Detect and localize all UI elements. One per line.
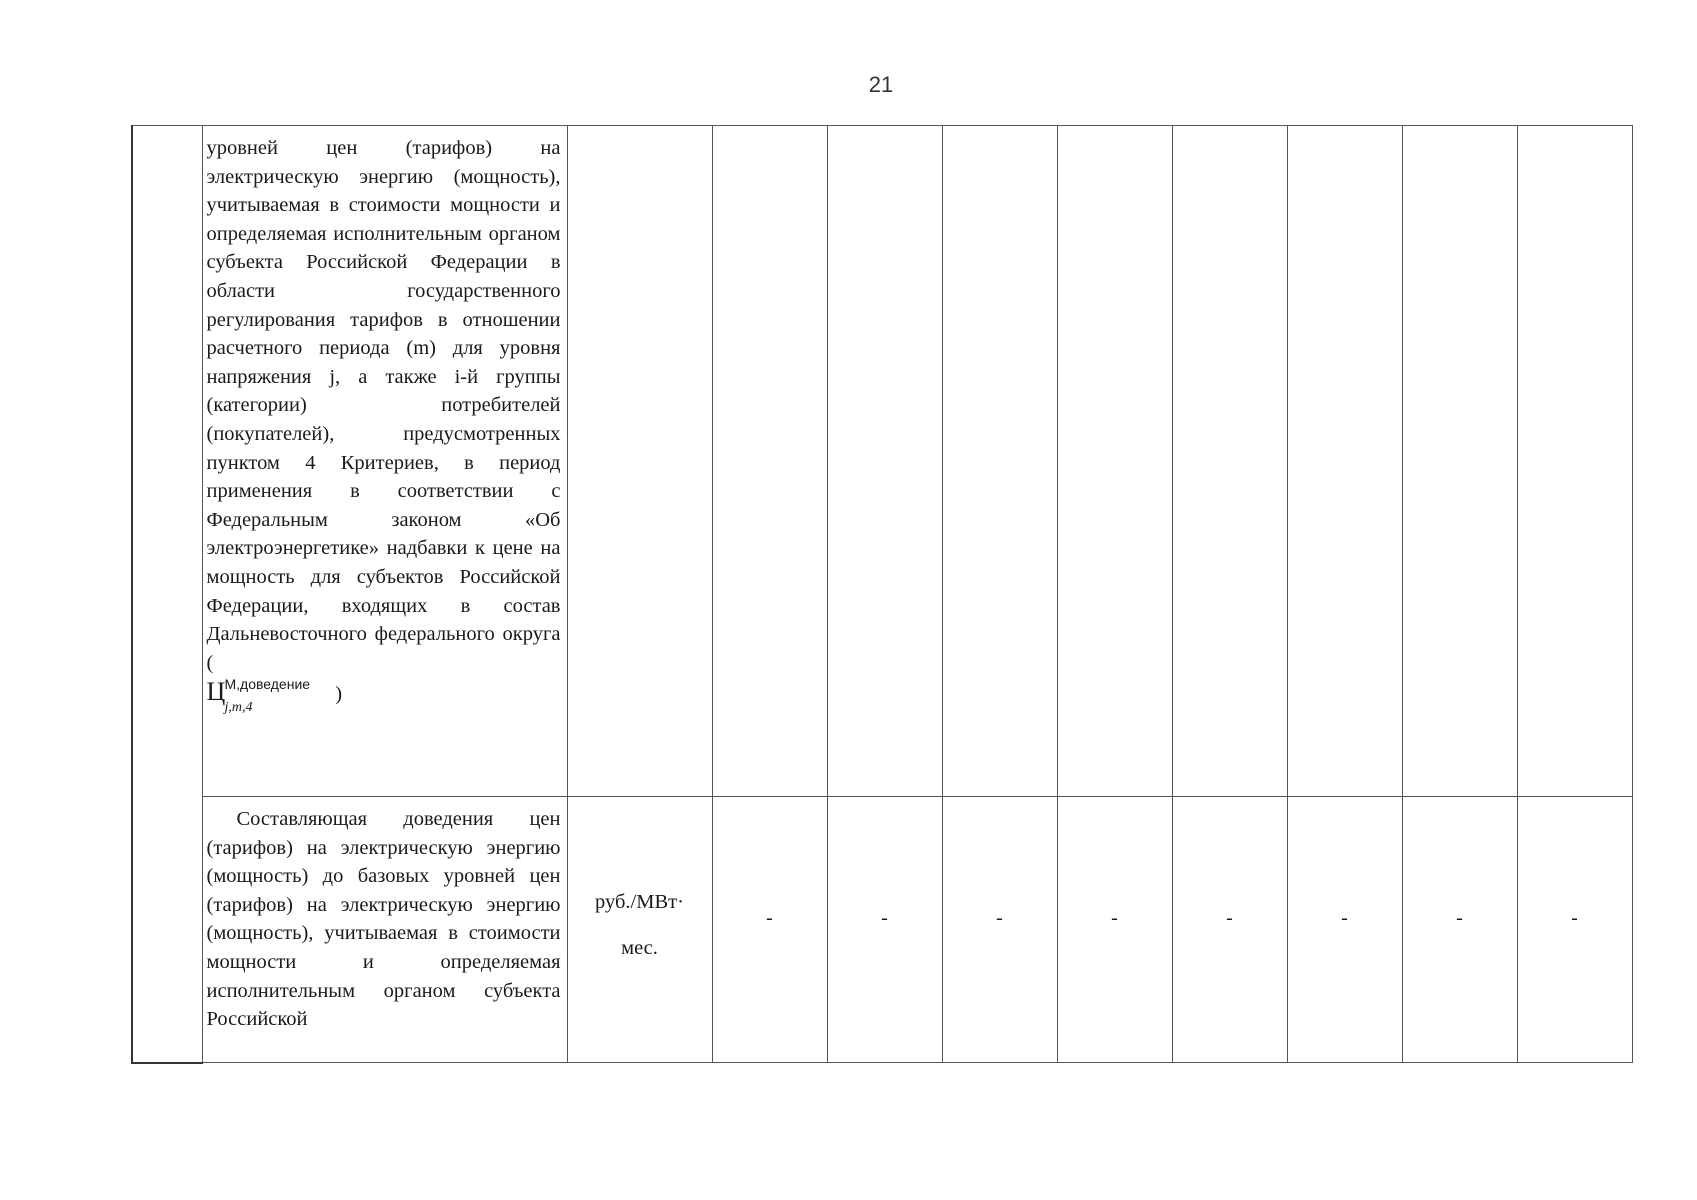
formula: Ц М,доведение j,m,4	[206, 676, 311, 716]
row-description: уровней цен (тарифов) на электрическую энергию (мощность), учитываемая в стоимости мощности и определяемая исполнительным органом субъекта Российской Федерации в области государственного регулирования тарифов в отношении расчетного периода (m) для уровня напряжения j, а также i-й группы (категории) потребителей (покупателей), предусмотренных пунктом 4 Критериев, в период применения в соответствии с Федеральным законом «Об электроэнергетике» надбавки к цене на мощность для субъектов Российской Федерации, входящих в состав Дальневосточного федерального округа ( Ц М,доведение j,m,4 )	[206, 137, 561, 716]
unit-cell	[567, 126, 712, 797]
value-cell: -	[712, 797, 827, 1063]
value-cell: -	[1517, 797, 1632, 1063]
row-description: Составляющая доведения цен (тарифов) на электрическую энергию (мощность) до базовых уровней цен (тарифов) на электрическую энергию (мощность), учитываемая в стоимости мощности и определяемая исполнительным органом субъекта Российской	[206, 808, 561, 1031]
value-cell	[1402, 126, 1517, 797]
value-cell	[1517, 126, 1632, 797]
value-cell: -	[1287, 797, 1402, 1063]
description-cell	[202, 797, 567, 1063]
value-cell	[712, 126, 827, 797]
tariff-table	[131, 125, 1633, 1064]
value-cell: -	[1057, 797, 1172, 1063]
value-cell	[827, 126, 942, 797]
value-cell	[1287, 126, 1402, 797]
description-cell	[202, 126, 567, 797]
value-cell: -	[1172, 797, 1287, 1063]
value-cell	[942, 126, 1057, 797]
value-cell: -	[942, 797, 1057, 1063]
unit-cell	[567, 797, 712, 1063]
row-number-cell	[132, 797, 202, 1063]
unit-label: руб./МВт· мес.	[595, 891, 684, 959]
value-cell	[1057, 126, 1172, 797]
value-cell: -	[827, 797, 942, 1063]
value-cell	[1172, 126, 1287, 797]
table-row	[132, 797, 1632, 1063]
table-row	[132, 126, 1632, 797]
page-number: 21	[868, 72, 894, 97]
value-cell: -	[1402, 797, 1517, 1063]
row-number-cell	[132, 126, 202, 797]
